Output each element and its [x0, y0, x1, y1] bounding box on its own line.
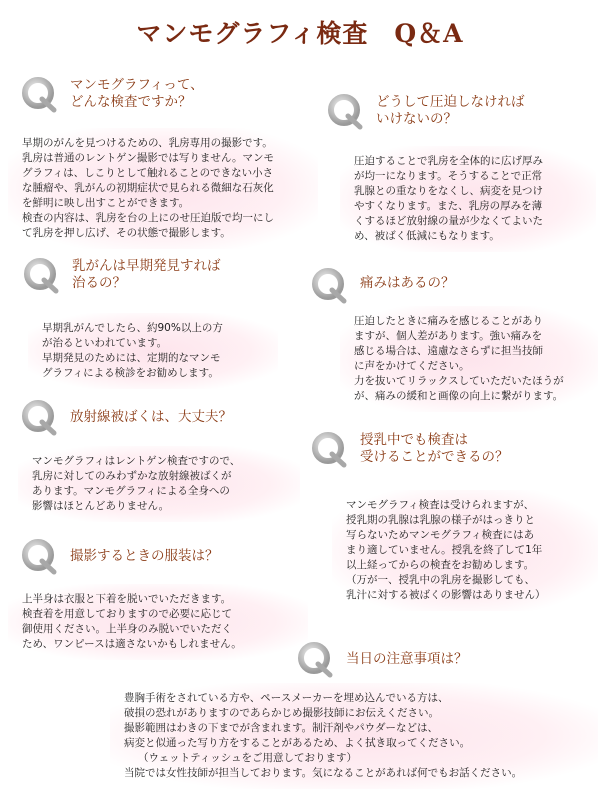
answer-line: （万が一、授乳中の乳房を撮影しても、 [346, 574, 535, 586]
answer-line: 早期発見のためには、定期的なマンモ [42, 352, 221, 364]
q-icon [310, 430, 348, 468]
answer-line: て乳房を押し広げ、その状態で撮影します。 [22, 227, 231, 239]
answer-7 [8, 584, 308, 660]
answer-line: 力を抜いてリラックスしていただいたほうが [354, 375, 564, 387]
answer-line: 撮影範囲はわきの下までが含まれます。制汗剤やパウダーなどは、 [124, 722, 439, 734]
question-text: 当日の注意事項は？ [346, 651, 468, 667]
qa-item-1 [20, 75, 300, 119]
answer-line: め、被ばく低減にもなります。 [354, 230, 500, 242]
answer-line: 検査着を用意しておりますので必要に応じて [22, 608, 232, 620]
question-text: マンモグラフィって、 [70, 77, 204, 93]
answer-line: 圧迫したときに痛みを感じることがあり [354, 315, 543, 327]
answer-3 [28, 313, 278, 389]
qa-item-2 [326, 92, 596, 136]
question-text: 授乳中でも検査は [360, 432, 468, 448]
answer-line: 授乳期の乳腺は乳腺の様子がはっきりと [346, 514, 535, 526]
answer-line: あります。マンモグラフィによる全身への [32, 485, 230, 497]
answer-line: 当院では女性技師が担当しております。気になることがあれば何でもお話ください。 [124, 767, 523, 779]
q-icon [296, 640, 334, 678]
qa-item-6 [310, 430, 590, 474]
answer-line: が均一になります。そうすることで正常 [354, 170, 543, 182]
answer-line: 御使用ください。上半身のみ脱いでいただく [22, 623, 232, 635]
answer-5 [18, 446, 300, 522]
answer-line: 以上経ってからの検査をお勧めします。 [346, 559, 535, 571]
question-text: 痛みはあるの？ [360, 275, 455, 291]
answer-line: まり適していません。授乳を終了して1年 [346, 544, 543, 556]
answer-line: マンモグラフィはレントゲン検査ですので、 [32, 455, 241, 467]
q-icon [20, 398, 58, 436]
question-text: 受けることができるの？ [360, 449, 509, 465]
qa-item-4 [310, 266, 590, 310]
answer-line: グラフィは、しこりとして触れることのできない小さ [22, 167, 274, 179]
answer-line: ますが、個人差があります。強い痛みを [354, 330, 543, 342]
answer-line: マンモグラフィ検査は受けられますが、 [346, 499, 535, 511]
answer-1 [8, 128, 318, 249]
question-text: どんな検査ですか？ [70, 94, 192, 110]
question-text: 乳がんは早期発見すれば [72, 258, 221, 274]
answer-line: に声をかけてください。 [354, 360, 470, 372]
q-icon [310, 266, 348, 304]
answer-line: ため、ワンピースは適さないかもしれません。 [22, 638, 242, 650]
answer-line: が、痛みの緩和と画像の向上に繋がります。 [354, 390, 564, 402]
answer-line: （ウェットティッシュをご用意しております） [138, 752, 358, 764]
answer-6 [332, 490, 598, 611]
answer-line: やすくなります。また、乳房の厚みを薄 [354, 200, 543, 212]
answer-line: が治るといわれています。 [42, 337, 168, 349]
question-text: いけないの？ [376, 111, 457, 127]
question-text: どうして圧迫しなければ [376, 94, 525, 110]
page-title: マンモグラフィ検査 Q＆A [136, 19, 464, 48]
answer-8 [110, 683, 598, 789]
answer-line: 病変と似通った写り方をすることがあるため、よく拭き取ってください。 [124, 737, 471, 749]
qa-item-5 [20, 398, 300, 442]
q-icon [20, 537, 58, 575]
answer-line: 影響はほとんどありません。 [32, 500, 170, 512]
q-icon [22, 256, 60, 294]
answer-line: 乳汁に対する被ばくの影響はありません） [346, 589, 546, 601]
question-text: 放射線被ばくは、大丈夫？ [70, 409, 232, 425]
q-icon [20, 75, 58, 113]
answer-line: 早期のがんを見つけるための、乳房専用の撮影です。 [22, 137, 273, 149]
answer-line: 乳房は普通のレントゲン撮影では写りません。マンモ [22, 152, 274, 164]
qa-item-3 [22, 256, 292, 300]
answer-line: 圧迫することで乳房を全体的に広げ厚み [354, 155, 543, 167]
q-icon [326, 92, 364, 130]
answer-2 [340, 146, 596, 252]
qa-item-8 [296, 640, 576, 684]
question-text: 撮影するときの服装は？ [70, 548, 219, 564]
answer-line: 乳房に対してのみわずかな放射線被ばくが [32, 470, 232, 482]
answer-line: 検査の内容は、乳房を台の上にのせ圧迫版で均一にし [22, 212, 274, 224]
answer-line: 豊胸手術をされている方や、ペースメーカーを埋め込んでいる方は、 [124, 692, 449, 704]
answer-line: 上半身は衣服と下着を脱いでいただきます。 [22, 593, 232, 605]
answer-line: 感じる場合は、遠慮なさらずに担当技師 [354, 345, 543, 357]
answer-line: 乳腺との重なりをなくし、病変を見つけ [354, 185, 543, 197]
answer-4 [340, 306, 598, 412]
answer-line: を鮮明に映し出すことができます。 [22, 197, 190, 209]
qa-item-7 [20, 537, 300, 581]
answer-line: 早期乳がんでしたら、約90%以上の方 [42, 322, 223, 334]
answer-line: くするほど放射線の量が少なくてよいた [354, 215, 543, 227]
question-text: 治るの？ [72, 275, 126, 291]
answer-line: 写らないためマンモグラフィ検査にはあ [346, 529, 535, 541]
answer-line: グラフィによる検診をお勧めします。 [42, 367, 219, 379]
answer-line: 破損の恐れがありますのであらかじめ撮影技師にお伝えください。 [124, 707, 439, 719]
answer-line: な腫瘤や、乳がんの初期症状で見られる微細な石灰化 [22, 182, 274, 194]
